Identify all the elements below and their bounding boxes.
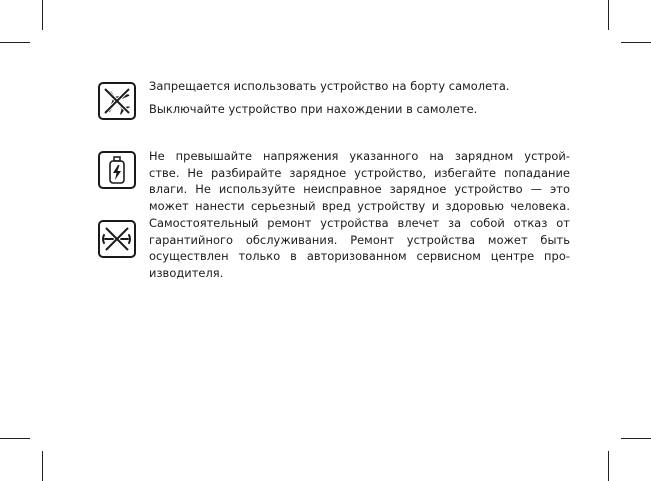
crop-mark xyxy=(621,42,651,43)
text-line: Выключайте устройство при нахождении в самолете. xyxy=(149,101,478,116)
crop-mark xyxy=(0,42,30,43)
crop-mark xyxy=(608,0,609,30)
text-line: стве. Не разбирайте зарядное устройство, избегайте попадание xyxy=(149,165,570,180)
charger-battery-icon xyxy=(98,151,136,189)
no-repair-tools-icon xyxy=(98,220,136,258)
text-line: может нанести серьезный вред устройству и здоровью человека. xyxy=(149,198,570,213)
repair-warning-text xyxy=(149,215,570,281)
charger-warning-text xyxy=(149,148,570,214)
text-line: изводителя. xyxy=(149,265,224,280)
crop-mark xyxy=(42,451,43,481)
crop-mark xyxy=(42,0,43,30)
text-line: Не превышайте напряжения указанного на зарядном устрой- xyxy=(149,149,570,163)
crop-mark xyxy=(0,438,30,439)
text-line: осуществлен только в авторизованном сервисном центре про- xyxy=(149,249,570,263)
crop-mark xyxy=(608,451,609,481)
crop-mark xyxy=(621,438,651,439)
text-line: Самостоятельный ремонт устройства влечет за собой отказ от xyxy=(149,216,570,230)
text-line: Запрещается использовать устройство на борту самолета. xyxy=(149,79,510,93)
no-airplane-icon xyxy=(98,82,136,120)
airplane-warning-text xyxy=(149,78,570,117)
text-line: гарантийного обслуживания. Ремонт устройства может быть xyxy=(149,232,570,247)
text-line: влаги. Не используйте неисправное зарядное устройство — это xyxy=(149,182,570,196)
